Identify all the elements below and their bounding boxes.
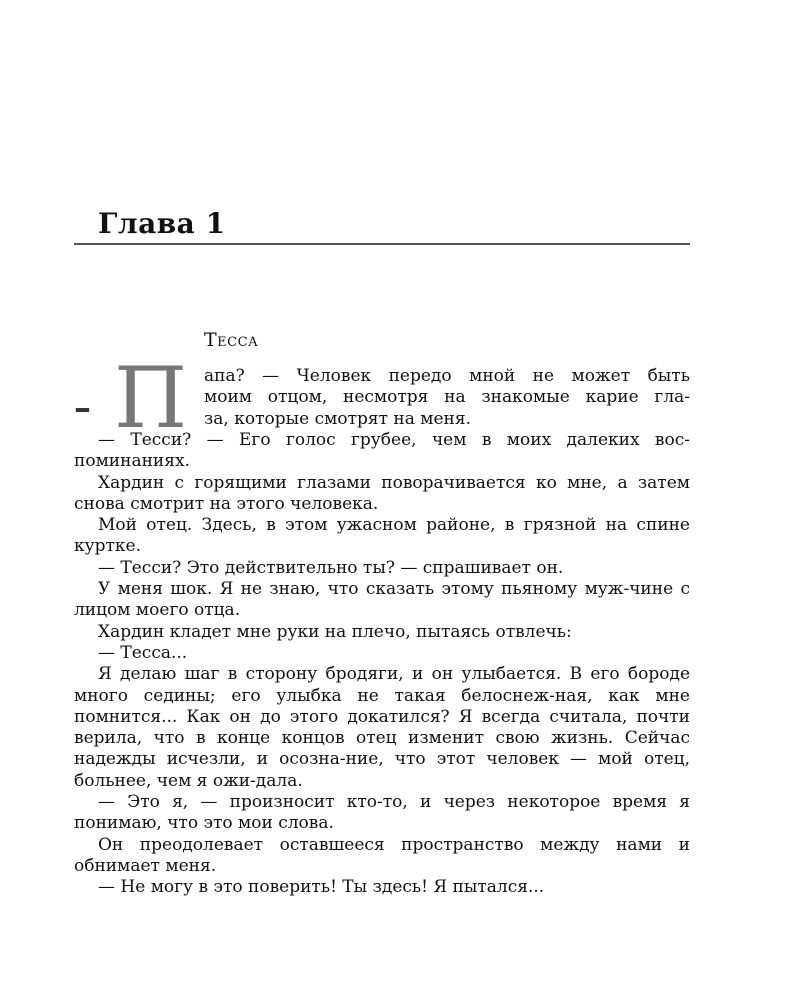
chapter-divider [74,243,690,245]
paragraph: Он преодолевает оставшееся пространство между нами и обнимает меня. [74,834,690,876]
paragraph: — Тесси? Это действительно ты? — спрашивает он. [98,557,564,578]
paragraph: Хардин кладет мне руки на плечо, пытаясь отвлечь: [98,621,572,642]
opening-line: апа? — Человек передо мной не может быть [204,366,690,386]
paragraph: Мой отец. Здесь, в этом ужасном районе, в грязной на спине куртке. [74,515,690,557]
opening-dash: – [74,388,91,428]
paragraph: — Тесси? — Его голос грубее, чем в моих далеких вос-поминаниях. [74,430,690,472]
opening-line: моим отцом, несмотря на знакомые карие гла- [204,387,690,408]
paragraph: Хардин с горящими глазами поворачивается ко мне, а затем снова смотрит на этого человека. [74,472,690,514]
book-page [74,0,690,1000]
pov-character-name: Тесса [204,329,259,351]
paragraph: — Тесса... [98,642,188,663]
paragraph: — Это я, — произносит кто-то, и через некоторое время я понимаю, что это мои слова. [74,792,690,834]
opening-paragraph [74,349,690,447]
paragraph: У меня шок. Я не знаю, что сказать этому пьяному муж-чине с лицом моего отца. [74,579,690,621]
chapter-body [74,349,690,899]
paragraph: — Не могу в это поверить! Ты здесь! Я пытался... [98,877,545,898]
opening-lines [204,366,690,430]
drop-cap-letter: П [114,349,188,447]
chapter-title: Глава 1 [98,207,226,240]
opening-line: за, которые смотрят на меня. [204,408,472,429]
paragraph: Я делаю шаг в сторону бродяги, и он улыбается. В его бороде много седины; его улыбка не такая белоснеж-ная, как мне помнится... Как он до этого докатился? Я всегда считала, почти верила, что в конце концов отец изменит свою жизнь. Сейчас надежды исчезли, и осозна-ние, что этот человек — мой отец, больнее, чем я ожи-дала. [74,664,690,791]
